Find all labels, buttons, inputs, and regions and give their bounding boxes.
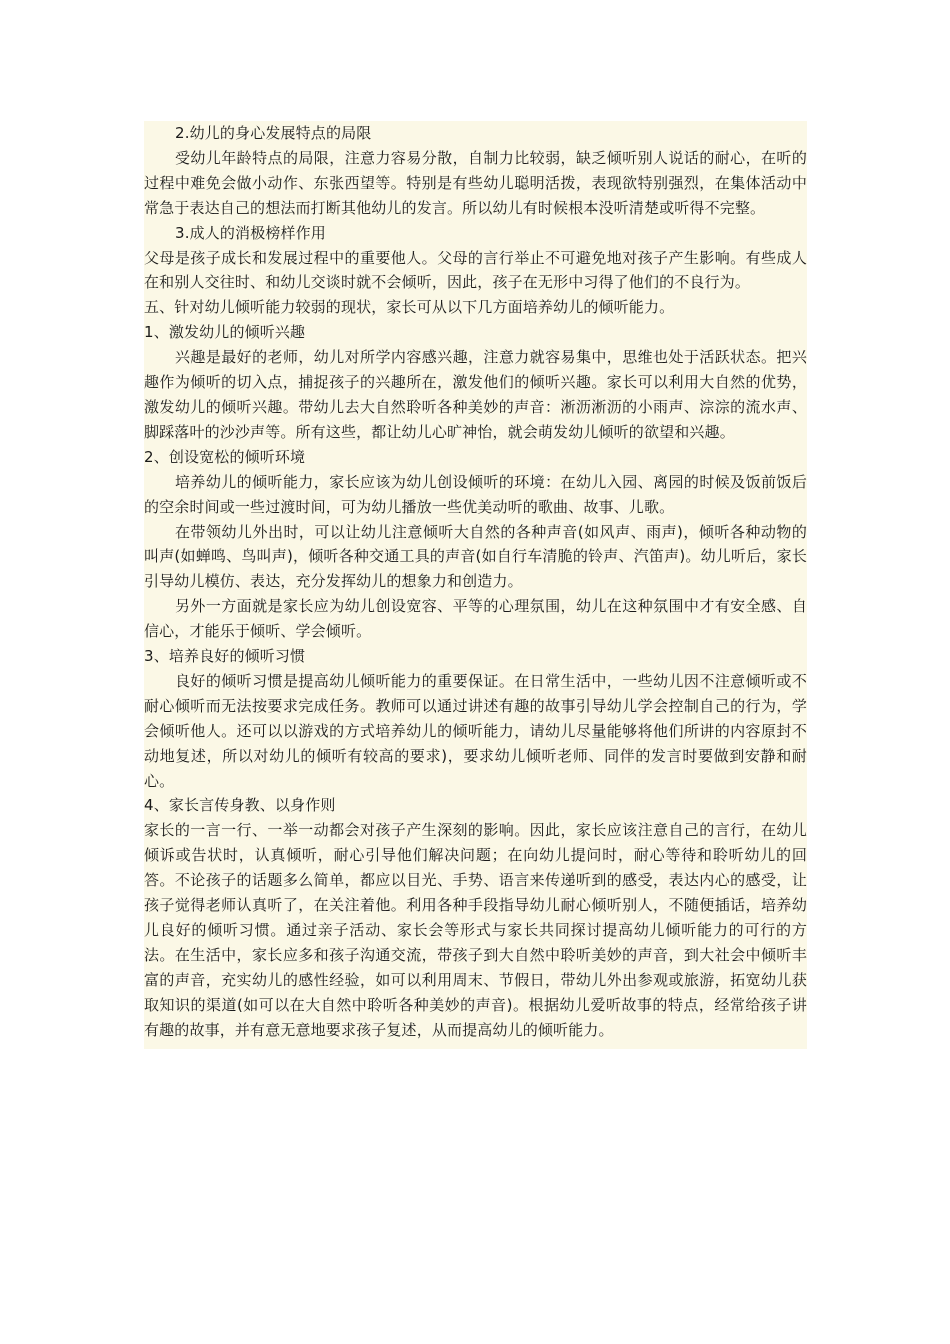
heading-stimulate-interest: 1、激发幼儿的倾听兴趣 <box>144 323 306 342</box>
paragraph-development-limits: 受幼儿年龄特点的局限，注意力容易分散，自制力比较弱，缺乏倾听别人说话的耐心，在听的过程中难免会做小动作、东张西望等。特别是有些幼儿聪明活拨，表现欲特别强烈，在集体活动中常急于表达自己的想法而打断其他幼儿的发言。所以幼儿有时候根本没听清楚或听得不完整。 <box>144 148 807 217</box>
document-text-block <box>144 121 807 1049</box>
paragraph-create-environment-3: 另外一方面就是家长应为幼儿创设宽容、平等的心理氛围，幼儿在这种氛围中才有安全感、自信心，才能乐于倾听、学会倾听。 <box>144 597 807 641</box>
paragraph-good-habits: 良好的倾听习惯是提高幼儿倾听能力的重要保证。在日常生活中，一些幼儿因不注意倾听或不耐心倾听而无法按要求完成任务。教师可以通过讲述有趣的故事引导幼儿学会控制自己的行为，学会倾听他人。还可以以游戏的方式培养幼儿的倾听能力，请幼儿尽量能够将他们所讲的内容原封不动地复述，所以对幼儿的倾听有较高的要求)，要求幼儿倾听老师、同伴的发言时要做到安静和耐心。 <box>144 671 807 790</box>
subheading-negative-role-model: 3.成人的消极榜样作用 <box>175 223 326 242</box>
paragraph-lead-by-example: 家长的一言一行、一举一动都会对孩子产生深刻的影响。因此，家长应该注意自己的言行，在幼儿倾诉或告状时，认真倾听，耐心引导他们解决问题；在向幼儿提问时，耐心等待和聆听幼儿的回答。不论孩子的话题多么简单，都应以目光、手势、语言来传递听到的感受，表达内心的感受，让孩子觉得老师认真听了，在关注着他。利用各种手段指导幼儿耐心倾听别人，不随便插话，培养幼儿良好的倾听习惯。通过亲子活动、家长会等形式与家长共同探讨提高幼儿倾听能力的可行的方法。在生活中，家长应多和孩子沟通交流，带孩子到大自然中聆听美妙的声音，到大社会中倾听丰富的声音，充实幼儿的感性经验，如可以利用周末、节假日，带幼儿外出参观或旅游，拓宽幼儿获取知识的渠道(如可以在大自然中聆听各种美妙的声音)。根据幼儿爱听故事的特点，经常给孩子讲有趣的故事，并有意无意地要求孩子复述，从而提高幼儿的倾听能力。 <box>144 821 807 1039</box>
paragraph-create-environment-2: 在带领幼儿外出时，可以让幼儿注意倾听大自然的各种声音(如风声、雨声)，倾听各种动物的叫声(如蝉鸣、鸟叫声)，倾听各种交通工具的声音(如自行车清脆的铃声、汽笛声)。幼儿听后，家长引导幼儿模仿、表达，充分发挥幼儿的想象力和创造力。 <box>144 522 807 591</box>
heading-good-habits: 3、培养良好的倾听习惯 <box>144 647 306 666</box>
subheading-development-limits: 2.幼儿的身心发展特点的局限 <box>175 124 372 142</box>
heading-create-environment: 2、创设宽松的倾听环境 <box>144 447 306 466</box>
paragraph-stimulate-interest: 兴趣是最好的老师，幼儿对所学内容感兴趣，注意力就容易集中，思维也处于活跃状态。把兴趣作为倾听的切入点，捕捉孩子的兴趣所在，激发他们的倾听兴趣。家长可以利用大自然的优势，激发幼儿的倾听兴趣。带幼儿去大自然聆听各种美妙的声音：淅沥淅沥的小雨声、淙淙的流水声、脚踩落叶的沙沙声等。所有这些，都让幼儿心旷神怡，就会萌发幼儿倾听的欲望和兴趣。 <box>144 348 807 441</box>
heading-lead-by-example: 4、家长言传身教、以身作则 <box>144 796 336 815</box>
paragraph-create-environment-1: 培养幼儿的倾听能力，家长应该为幼儿创设倾听的环境：在幼儿入园、离园的时候及饭前饭后的空余时间或一些过渡时间，可为幼儿播放一些优美动听的歌曲、故事、儿歌。 <box>144 472 807 516</box>
section-heading-five: 五、针对幼儿倾听能力较弱的现状，家长可从以下几方面培养幼儿的倾听能力。 <box>144 298 675 317</box>
paragraph-negative-role-model: 父母是孩子成长和发展过程中的重要他人。父母的言行举止不可避免地对孩子产生影响。有些成人在和别人交往时、和幼儿交谈时就不会倾听，因此，孩子在无形中习得了他们的不良行为。 <box>144 248 807 292</box>
